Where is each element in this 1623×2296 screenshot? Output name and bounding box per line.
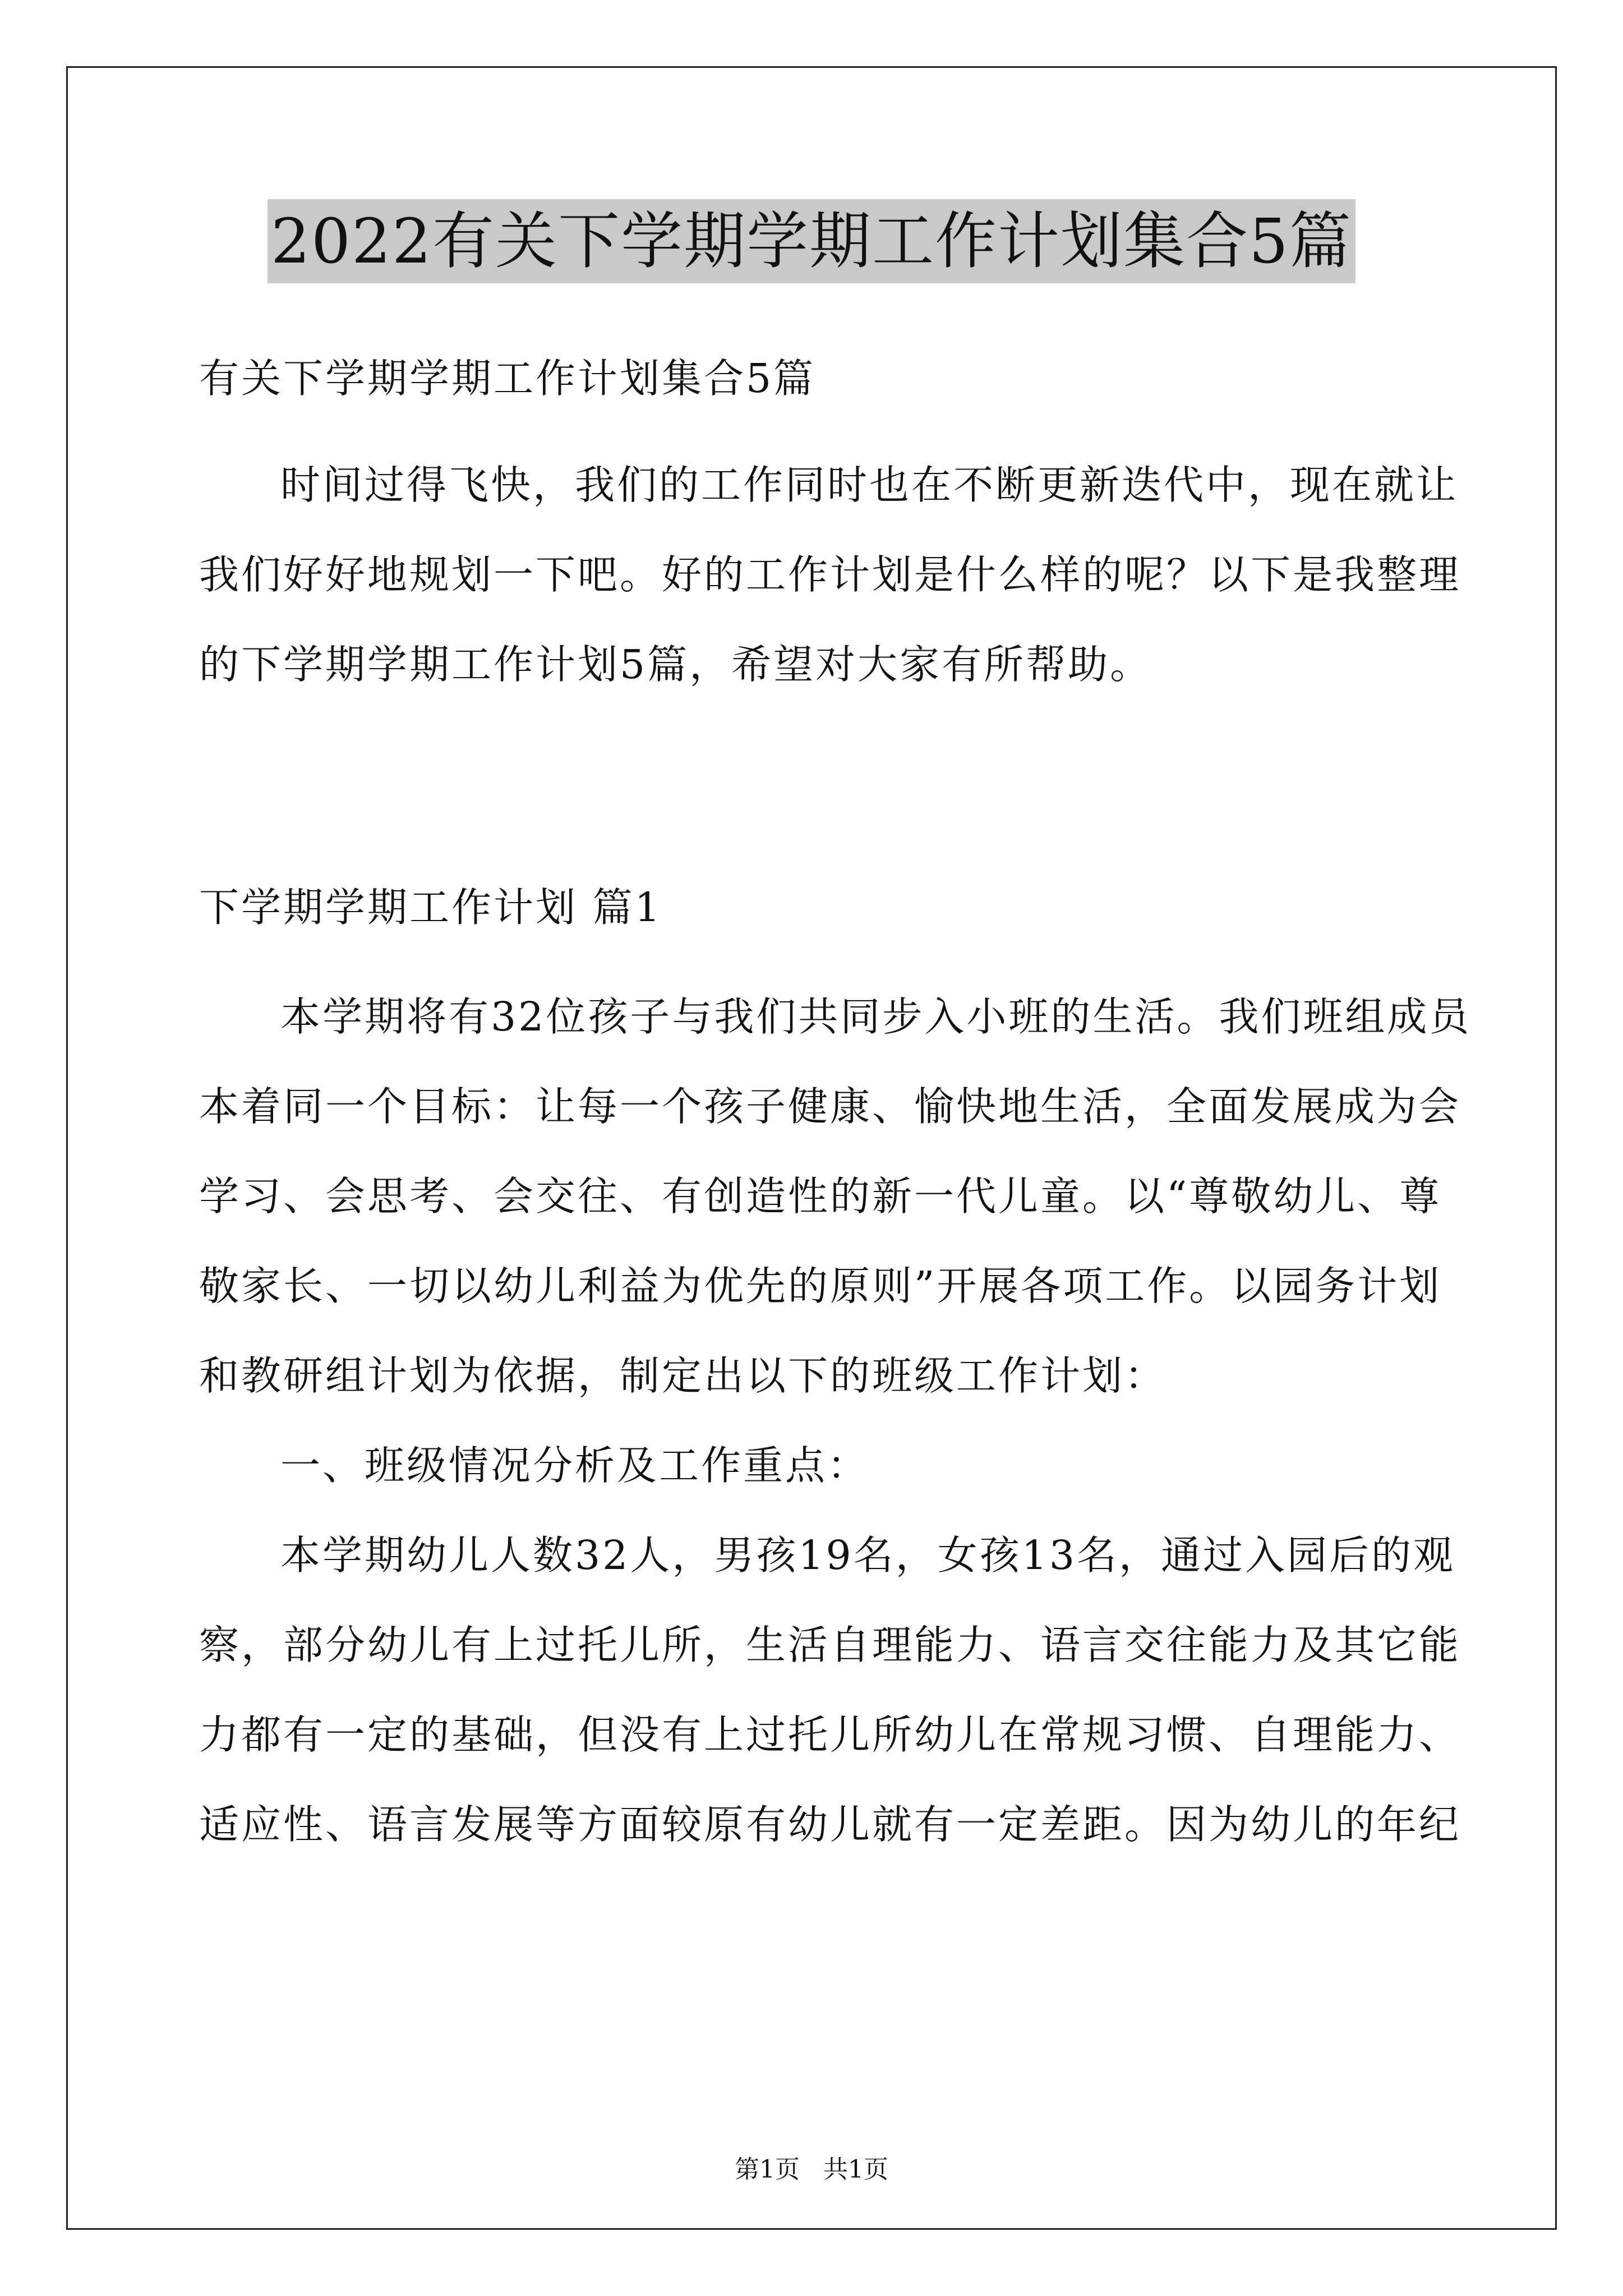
title-container	[0, 199, 1623, 283]
section-line-1: 本学期将有32位孩子与我们共同步入小班的生活。我们班组成员	[280, 993, 1472, 1040]
section-line-3: 学习、会思考、会交往、有创造性的新一代儿童。以“尊敬幼儿、尊	[199, 1173, 1442, 1220]
section-line-5: 和教研组计划为依据，制定出以下的班级工作计划：	[199, 1352, 1167, 1399]
analysis-line-2: 察，部分幼儿有上过托儿所，生活自理能力、语言交往能力及其它能	[199, 1622, 1461, 1668]
subtitle: 有关下学期学期工作计划集合5篇	[199, 355, 816, 402]
section-heading: 下学期学期工作计划 篇1	[199, 884, 662, 931]
analysis-line-3: 力都有一定的基础，但没有上过托儿所幼儿在常规习惯、自理能力、	[199, 1711, 1461, 1758]
page-number: 第1页	[735, 2155, 800, 2184]
intro-line-1: 时间过得飞快，我们的工作同时也在不断更新迭代中，现在就让	[280, 462, 1459, 508]
section-line-2: 本着同一个目标：让每一个孩子健康、愉快地生活，全面发展成为会	[199, 1083, 1461, 1130]
document-title: 2022有关下学期学期工作计划集合5篇	[268, 199, 1355, 283]
section-line-4: 敬家长、一切以幼儿利益为优先的原则”开展各项工作。以园务计划	[199, 1263, 1442, 1309]
analysis-line-4: 适应性、语言发展等方面较原有幼儿就有一定差距。因为幼儿的年纪	[199, 1801, 1461, 1848]
page-footer	[0, 2153, 1623, 2187]
subheading: 一、班级情况分析及工作重点：	[280, 1442, 870, 1489]
analysis-line-1: 本学期幼儿人数32人，男孩19名，女孩13名，通过入园后的观	[280, 1532, 1456, 1579]
intro-line-2: 我们好好地规划一下吧。好的工作计划是什么样的呢？以下是我整理	[199, 551, 1461, 598]
page-total: 共1页	[823, 2155, 888, 2184]
intro-line-3: 的下学期学期工作计划5篇，希望对大家有所帮助。	[199, 641, 1152, 688]
